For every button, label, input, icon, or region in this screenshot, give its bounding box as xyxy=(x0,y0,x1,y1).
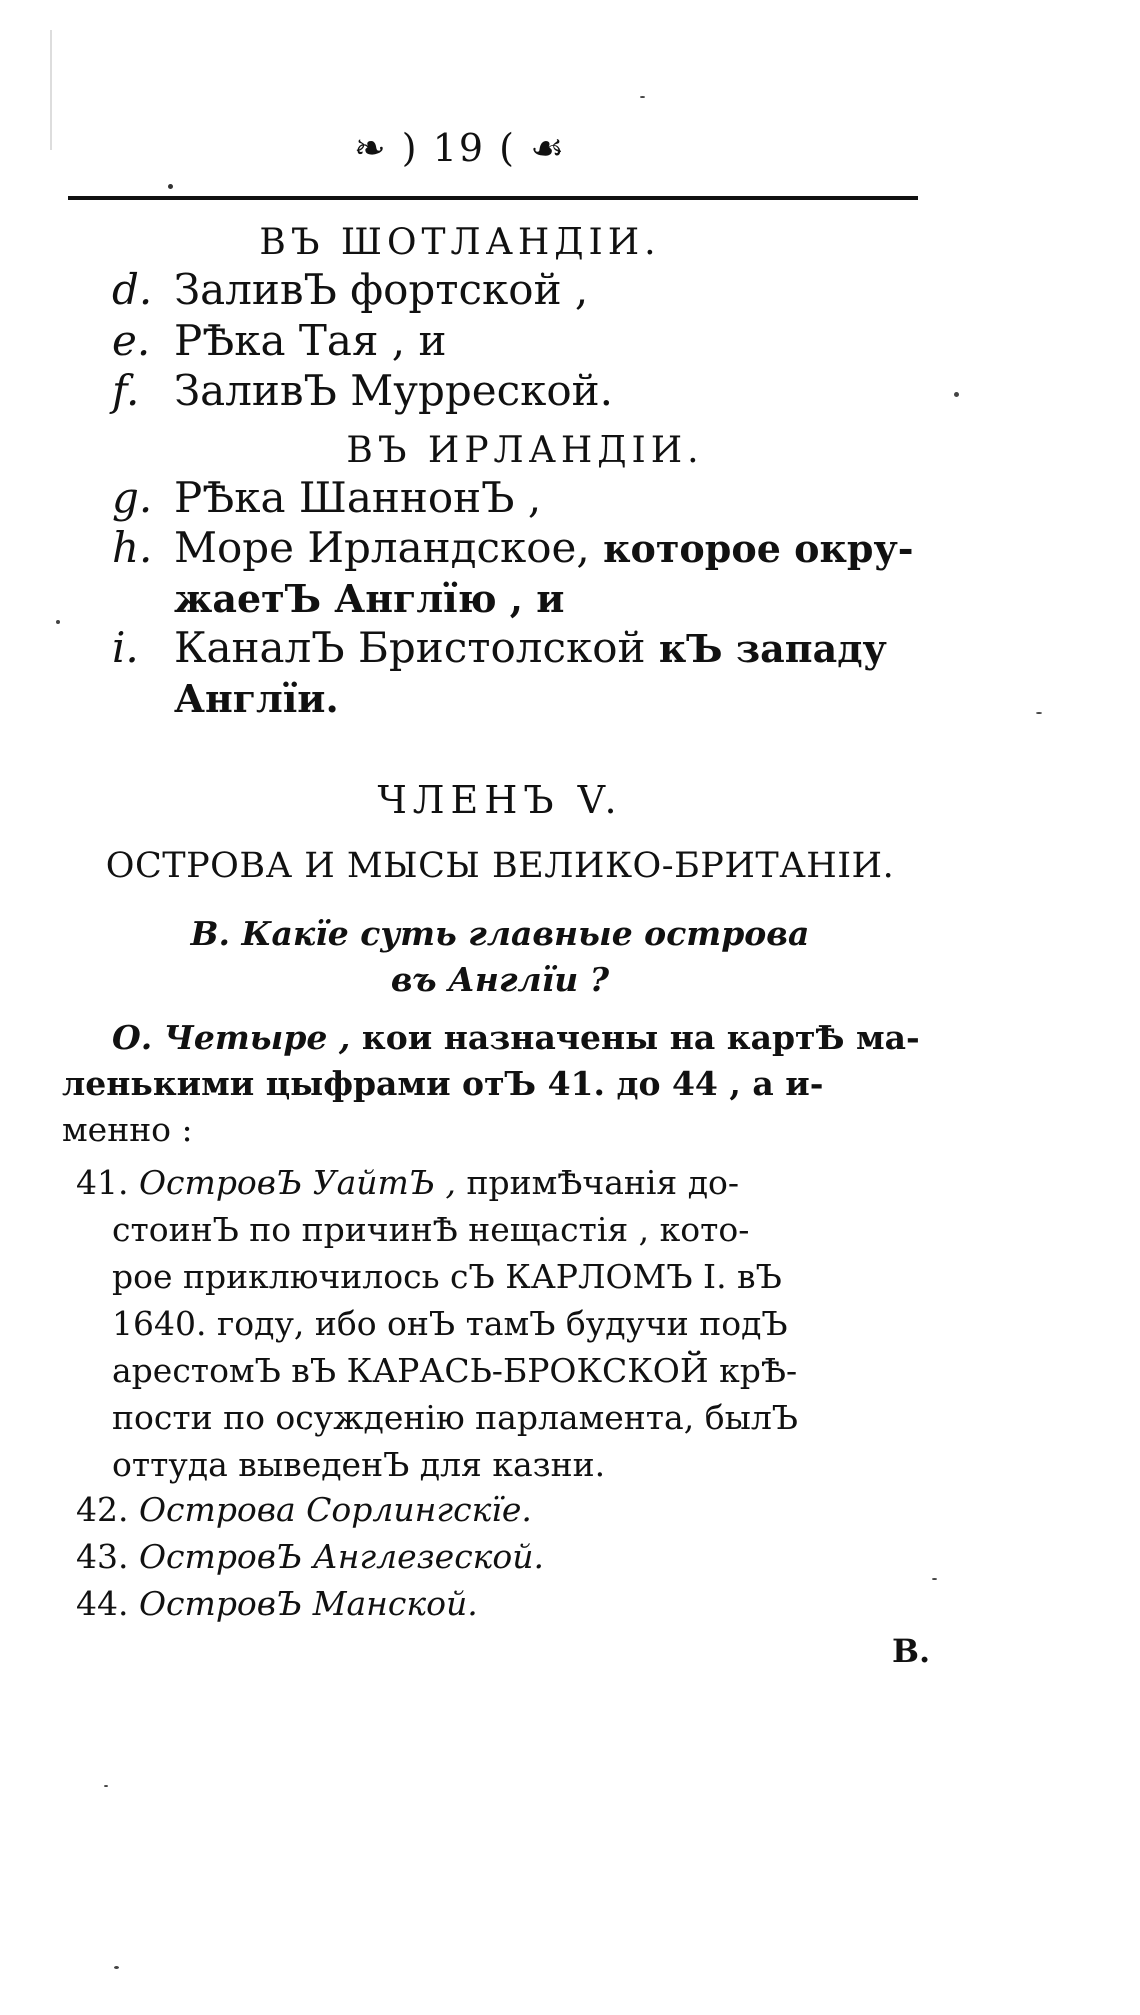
right-ornament-icon: ☙ xyxy=(530,126,567,170)
map-item-text: ЗаливЪ фортской , xyxy=(174,265,589,314)
island-name: ОстровЪ Манской. xyxy=(138,1584,478,1623)
map-item-f xyxy=(112,367,613,415)
ireland-heading: ВЪ ИРЛАНДІИ. xyxy=(346,430,704,471)
island-41-line-2: стоинЪ по причинѢ нещастія , кото- xyxy=(112,1210,750,1249)
map-item-g xyxy=(112,474,541,522)
map-item-text-bold: Англїи. xyxy=(174,676,339,721)
catchword: В. xyxy=(892,1632,931,1670)
map-item-text-bold: которое окру- xyxy=(603,526,914,571)
answer-line-1 xyxy=(112,1015,920,1061)
running-head xyxy=(0,126,920,170)
island-number: 41. xyxy=(76,1163,129,1202)
map-item-text: Море Ирландское, xyxy=(174,523,604,572)
map-item-i-cont xyxy=(174,674,339,723)
island-number: 42. xyxy=(76,1490,129,1529)
map-item-letter: d. xyxy=(112,265,153,314)
map-item-i xyxy=(112,624,887,673)
map-item-text: РѢка Тая , и xyxy=(174,316,447,365)
map-item-text: КаналЪ Бристолской xyxy=(174,623,659,672)
map-item-h xyxy=(112,524,914,573)
map-item-text-bold: жаетЪ Англїю , и xyxy=(174,576,565,621)
map-item-letter: g. xyxy=(112,473,153,522)
island-41-line-4: 1640. году, ибо онЪ тамЪ будучи подЪ xyxy=(112,1304,788,1343)
ink-speck xyxy=(954,392,959,397)
island-name: Острова Сорлингскїе. xyxy=(138,1490,532,1529)
map-item-text: ЗаливЪ Мурреской. xyxy=(174,366,613,415)
answer-line-2: ленькими цыфрами отЪ 41. до 44 , а и- xyxy=(62,1064,824,1103)
ink-speck xyxy=(932,1578,937,1580)
ink-speck xyxy=(56,620,60,624)
header-rule xyxy=(68,196,918,200)
map-item-letter: i. xyxy=(112,623,139,672)
island-note: примѢчанія до- xyxy=(455,1163,740,1202)
island-43 xyxy=(76,1537,544,1576)
map-item-letter: f. xyxy=(112,366,140,415)
ink-speck xyxy=(1036,712,1042,714)
island-name: ОстровЪ Англезеской. xyxy=(138,1537,544,1576)
page-number: ) 19 ( xyxy=(401,126,516,170)
map-item-h-cont xyxy=(174,574,564,623)
answer-line-3: менно : xyxy=(62,1110,193,1149)
map-item-e xyxy=(112,317,447,365)
island-41-line-6: пости по осужденію парламента, былЪ xyxy=(112,1398,799,1437)
island-41-line-1 xyxy=(76,1160,739,1206)
scotland-heading: ВЪ ШОТЛАНДІИ. xyxy=(259,222,661,263)
section-subtitle: ОСТРОВА И МЫСЫ ВЕЛИКО-БРИТАНІИ. xyxy=(105,846,895,886)
section-title: ЧЛЕНЪ V. xyxy=(377,778,623,822)
ink-speck xyxy=(114,1966,119,1969)
map-item-text: РѢка ШаннонЪ , xyxy=(174,473,542,522)
island-44 xyxy=(76,1584,478,1623)
ink-speck xyxy=(640,96,645,98)
question-line-1: В. Какїе суть главные острова xyxy=(190,914,810,953)
ink-speck xyxy=(104,1785,108,1787)
island-name: ОстровЪ УайтЪ , xyxy=(138,1163,456,1202)
ink-speck xyxy=(168,184,173,189)
map-item-d xyxy=(112,266,588,314)
map-item-letter: h. xyxy=(112,523,153,572)
left-ornament-icon: ❧ xyxy=(353,126,388,170)
island-41-line-5: арестомЪ вЪ КАРАСЬ-БРОКСКОЙ крѢ- xyxy=(112,1351,798,1390)
island-42 xyxy=(76,1490,532,1529)
island-number: 43. xyxy=(76,1537,129,1576)
map-item-text-bold: кЪ западу xyxy=(658,626,887,671)
island-41-line-7: оттуда выведенЪ для казни. xyxy=(112,1445,606,1484)
island-41-line-3: рое приключилось сЪ КАРЛОМЪ I. вЪ xyxy=(112,1257,782,1296)
map-item-letter: e. xyxy=(112,316,151,365)
answer-text: кои назначены на картѢ ма- xyxy=(350,1018,920,1057)
answer-lead: О. Четыре , xyxy=(112,1018,351,1057)
question-line-2: въ Англїи ? xyxy=(390,960,610,999)
island-number: 44. xyxy=(76,1584,129,1623)
